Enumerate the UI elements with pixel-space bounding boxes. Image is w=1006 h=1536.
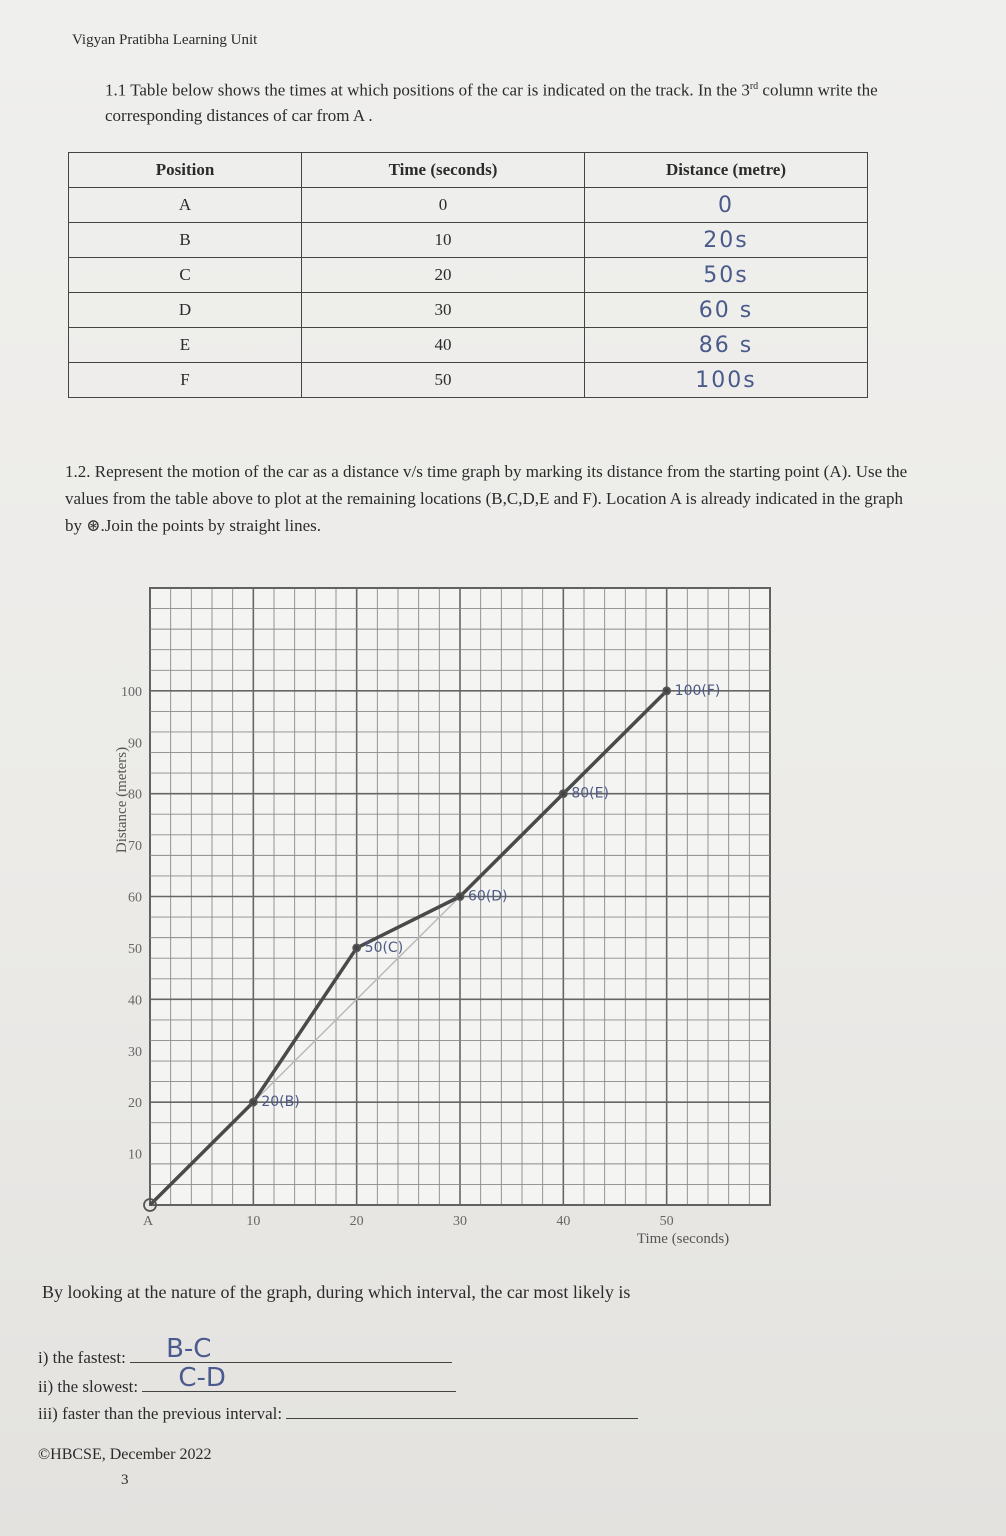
time-cell: 20 bbox=[302, 258, 585, 293]
position-cell: A bbox=[69, 188, 302, 223]
distance-cell[interactable]: 86 s bbox=[585, 328, 868, 363]
time-cell: 0 bbox=[302, 188, 585, 223]
point-annotation: 80(E) bbox=[571, 785, 609, 802]
question-1-1-text: 1.1 Table below shows the times at which positions of the car is indicated on the track. In the 3 bbox=[105, 80, 750, 100]
faster-answer-line[interactable] bbox=[286, 1400, 638, 1419]
distance-cell[interactable]: 50s bbox=[585, 258, 868, 293]
data-point bbox=[250, 1099, 257, 1106]
y-tick-label: 60 bbox=[128, 890, 142, 906]
distance-cell[interactable]: 100s bbox=[585, 363, 868, 398]
position-cell: C bbox=[69, 258, 302, 293]
position-cell: D bbox=[69, 293, 302, 328]
copyright: ©HBCSE, December 2022 bbox=[38, 1446, 212, 1463]
answer-faster bbox=[38, 1400, 638, 1424]
distance-cell[interactable]: 60 s bbox=[585, 293, 868, 328]
y-tick-label: 100 bbox=[121, 684, 142, 700]
question-1-1-text-end: column write the corresponding distances of car from A . bbox=[105, 80, 878, 125]
header-distance: Distance (metre) bbox=[585, 153, 868, 188]
fastest-answer-line[interactable] bbox=[130, 1334, 452, 1364]
point-annotation: 50(C) bbox=[364, 939, 404, 956]
y-tick-label: 50 bbox=[128, 941, 142, 957]
point-annotation: 60(D) bbox=[468, 888, 508, 905]
y-tick-label: 20 bbox=[128, 1096, 142, 1112]
fastest-label: i) the fastest: bbox=[38, 1348, 126, 1367]
answer-slowest bbox=[38, 1363, 456, 1397]
data-point bbox=[560, 790, 567, 797]
point-annotation: 100(F) bbox=[674, 682, 721, 699]
position-cell: E bbox=[69, 328, 302, 363]
time-cell: 10 bbox=[302, 223, 585, 258]
x-tick-label: A bbox=[142, 1214, 154, 1229]
y-tick-label: 40 bbox=[128, 993, 142, 1009]
faster-label: iii) faster than the previous interval: bbox=[38, 1404, 283, 1423]
slowest-label: ii) the slowest: bbox=[38, 1377, 139, 1396]
position-cell: F bbox=[69, 363, 302, 398]
question-1-2: 1.2. Represent the motion of the car as a distance v/s time graph by marking its distance from the starting point (A). Use the values from the table above to plot at the remaining locations (B,C,D,E and F). Location A is already indicated in the graph by ⊛.Join the points by straight lines. bbox=[65, 462, 908, 535]
interval-question: By looking at the nature of the graph, during which interval, the car most likely is bbox=[42, 1282, 631, 1302]
data-point bbox=[353, 944, 360, 951]
page-number: 3 bbox=[121, 1472, 129, 1488]
y-tick-label: 10 bbox=[128, 1147, 142, 1163]
position-cell: B bbox=[69, 223, 302, 258]
header-position: Position bbox=[69, 153, 302, 188]
point-annotation: 20(B) bbox=[261, 1094, 300, 1111]
time-cell: 50 bbox=[302, 363, 585, 398]
data-point bbox=[457, 893, 464, 900]
distance-cell[interactable]: 0 bbox=[585, 188, 868, 223]
y-axis-label: Distance (meters) bbox=[114, 746, 130, 854]
x-tick-label: 50 bbox=[659, 1214, 674, 1229]
slowest-answer-line[interactable] bbox=[142, 1363, 456, 1393]
x-tick-label: 40 bbox=[556, 1214, 571, 1229]
distance-cell[interactable]: 20s bbox=[585, 223, 868, 258]
y-tick-label: 30 bbox=[128, 1044, 142, 1060]
data-point bbox=[663, 687, 670, 694]
time-cell: 30 bbox=[302, 293, 585, 328]
x-tick-label: 30 bbox=[453, 1214, 467, 1229]
x-tick-label: 20 bbox=[349, 1214, 364, 1229]
answer-fastest bbox=[38, 1334, 452, 1368]
x-tick-label: 10 bbox=[246, 1214, 261, 1229]
y-tick-label: 70 bbox=[128, 839, 142, 855]
header-time: Time (seconds) bbox=[302, 153, 585, 188]
fastest-answer: B-C bbox=[166, 1334, 212, 1364]
slowest-answer: C-D bbox=[178, 1363, 226, 1393]
time-cell: 40 bbox=[302, 328, 585, 363]
x-axis-label: Time (seconds) bbox=[636, 1231, 730, 1247]
y-tick-label: 80 bbox=[128, 787, 142, 803]
ordinal-suffix: rd bbox=[749, 81, 759, 92]
unit-header: Vigyan Pratibha Learning Unit bbox=[72, 32, 258, 48]
y-tick-label: 90 bbox=[128, 736, 142, 752]
